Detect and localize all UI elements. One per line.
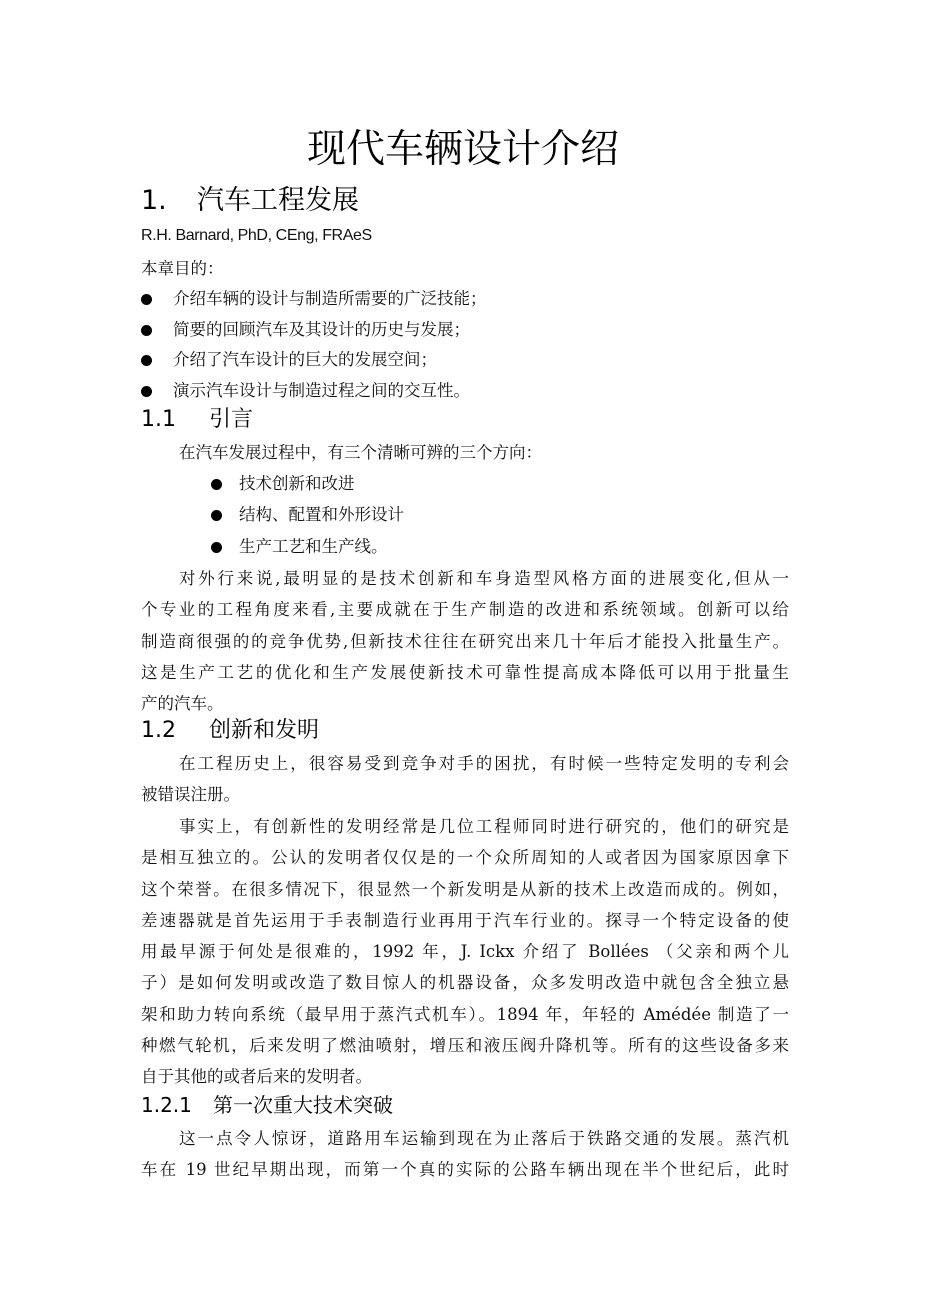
section-heading (141, 405, 253, 435)
direction-text: 结构、配置和外形设计 (239, 505, 404, 524)
direction-text: 技术创新和改进 (239, 474, 355, 493)
paragraph-line: 个专业的工程角度来看,主要成就在于生产制造的改进和系统领域。创新可以给 (141, 600, 789, 620)
paragraph-line: 种燃气轮机，后来发明了燃油喷射，增压和液压阀升降机等。所有的这些设备多来 (141, 1036, 789, 1056)
section-title: 创新和发明 (209, 718, 320, 743)
paragraph-line: 被错误注册。 (141, 785, 240, 805)
paragraph-line: 子）是如何发明或改造了数目惊人的机器设备，众多发明改造中就包含全独立悬 (141, 973, 789, 993)
paragraph-line: 对外行来说,最明显的是技术创新和车身造型风格方面的进展变化,但从一 (179, 569, 789, 588)
bullet-dot-icon (141, 325, 152, 336)
objective-text: 简要的回顾汽车及其设计的历史与发展； (173, 320, 470, 339)
section-number: 1.2 (141, 718, 176, 743)
paragraph-line: 差速器就是首先运用于手表制造行业再用于汽车行业的。探寻一个特定设备的使 (141, 910, 789, 930)
paragraph-line: 是相互独立的。公认的发明者仅仅是的一个众所周知的人或者因为国家原因拿下 (141, 848, 789, 868)
objective-text: 演示汽车设计与制造过程之间的交互性。 (173, 381, 470, 400)
bullet-dot-icon (211, 510, 222, 521)
chapter-heading (141, 183, 359, 219)
bullet-dot-icon (141, 386, 152, 397)
chapter-title: 汽车工程发展 (197, 185, 359, 216)
paragraph-line: 产的汽车。 (141, 694, 224, 714)
paragraph-line: 制造商很强的的竞争优势,但新技术往往在研究出来几十年后才能投入批量生产。 (141, 631, 789, 651)
bullet-dot-icon (141, 294, 152, 305)
paragraph-line: 这个荣誉。在很多情况下，很显然一个新发明是从新的技术上改造而成的。例如， (141, 879, 789, 899)
paragraph-line: 自于其他的或者后来的发明者。 (141, 1067, 372, 1087)
subsection-title: 第一次重大技术突破 (213, 1093, 393, 1117)
paragraph-line: 用最早源于何处是很难的，1992 年，J. Ickx 介绍了 Bollées （父亲和两个儿 (141, 942, 789, 962)
paragraph-line: 架和助力转向系统（最早用于蒸汽式机车）。1894 年，年轻的 Amédée 制造了一 (141, 1004, 789, 1024)
objective-text: 介绍了汽车设计的巨大的发展空间； (173, 350, 437, 369)
paragraph (141, 563, 789, 719)
paragraph (141, 811, 789, 1093)
subsection-number: 1.2.1 (141, 1093, 192, 1117)
section-heading (141, 716, 319, 746)
paragraph (141, 1123, 789, 1186)
paragraph (141, 748, 789, 811)
section-number: 1.1 (141, 407, 176, 432)
chapter-number: 1. (141, 185, 167, 216)
paragraph-line: 车在 19 世纪早期出现，而第一个真的实际的公路车辆出现在半个世纪后，此时 (141, 1160, 789, 1180)
section-intro: 在汽车发展过程中，有三个清晰可辨的三个方向： (179, 443, 542, 462)
subsection-heading (141, 1091, 393, 1119)
document-title: 现代车辆设计介绍 (306, 127, 619, 172)
paragraph-line: 这是生产工艺的优化和生产发展使新技术可靠性提高成本降低可以用于批量生 (141, 662, 789, 682)
objective-text: 介绍车辆的设计与制造所需要的广泛技能； (173, 289, 487, 308)
paragraph-line: 在工程历史上，很容易受到竞争对手的困扰，有时候一些特定发明的专利会 (179, 754, 789, 773)
section-title: 引言 (209, 407, 254, 432)
paragraph-line: 这一点令人惊讶，道路用车运输到现在为止落后于铁路交通的发展。蒸汽机 (179, 1129, 789, 1148)
bullet-dot-icon (141, 355, 152, 366)
paragraph-line: 事实上，有创新性的发明经常是几位工程师同时进行研究的，他们的研究是 (179, 817, 789, 836)
bullet-dot-icon (211, 542, 222, 553)
objectives-label: 本章目的： (141, 259, 224, 278)
direction-text: 生产工艺和生产线。 (239, 537, 388, 556)
author-line: R.H. Barnard, PhD, CEng, FRAeS (141, 227, 372, 244)
bullet-dot-icon (211, 479, 222, 490)
